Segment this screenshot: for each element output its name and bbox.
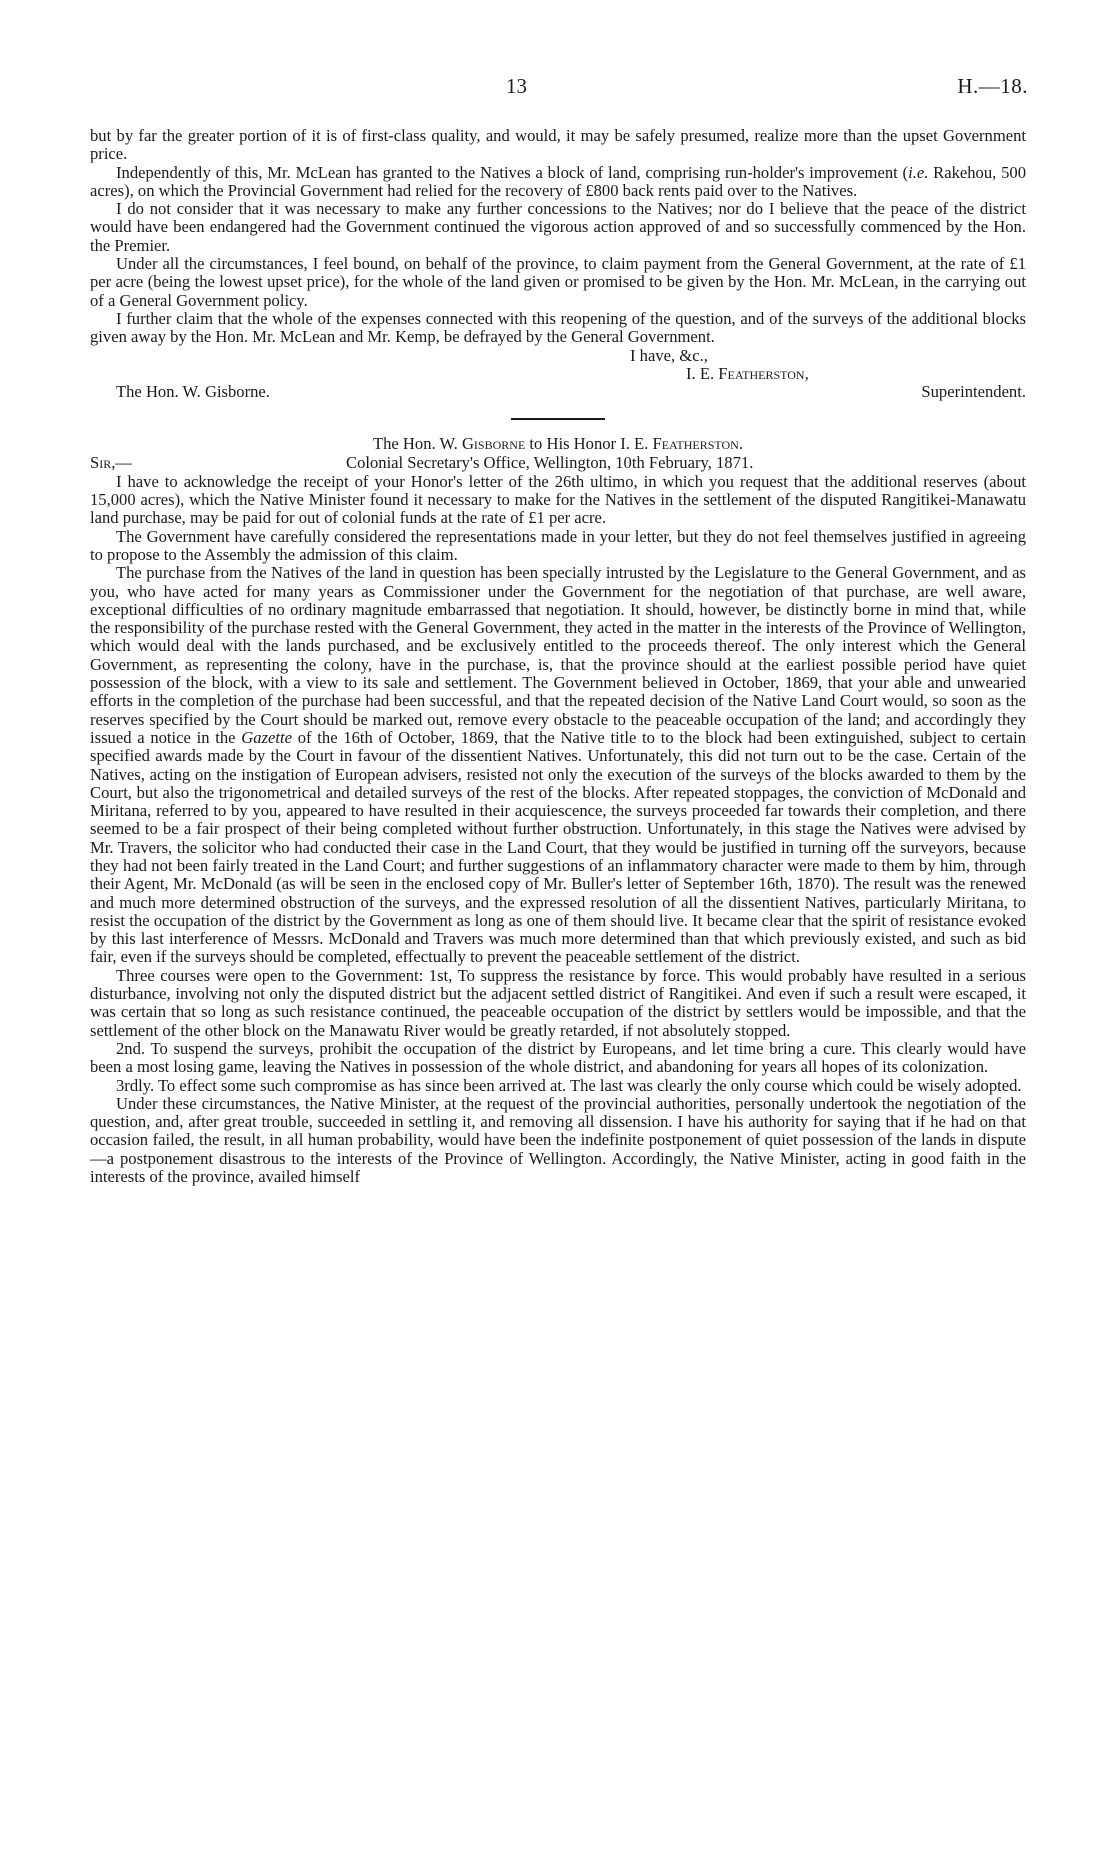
signer-line bbox=[90, 365, 1026, 383]
recipient-name: Featherston bbox=[652, 434, 739, 454]
italic-gazette: Gazette bbox=[241, 727, 292, 747]
text-run: The Hon. W. bbox=[372, 434, 462, 454]
addressee-line bbox=[90, 383, 1026, 401]
text-run: Rakehou, 500 acres), on which the Provincial Government had relied for the recovery of £800 back rents paid over to the Natives. bbox=[90, 162, 1027, 200]
letter2-paragraph-1: I have to acknowledge the receipt of your Honor's letter of the 26th ultimo, in which you request that the additional reserves (about 15,000 acres), which the Native Minister found it necessary to make for the Natives in the settlement of the disputed Rangitikei-Manawatu land purchase, may be paid for out of colonial funds at the rate of £1 per acre. bbox=[90, 471, 1026, 528]
letter2-paragraph-6: 3rdly. To effect some such compromise as has since been arrived at. The last was clearly the only course which could be wisely adopted. bbox=[116, 1075, 1022, 1095]
signer-title: Superintendent. bbox=[921, 382, 1026, 402]
salutation: Sir,— bbox=[90, 452, 132, 472]
letter1-paragraph-4: Under all the circumstances, I feel bound, on behalf of the province, to claim payment from the General Government, at the rate of £1 per acre (being the lowest upset price), for the whole of the land given or promised to be given by the Hon. Mr. McLean, in the carrying out of a General Government policy. bbox=[90, 254, 1026, 310]
text-run: to His Honor I. E. bbox=[525, 434, 653, 454]
text-run: . bbox=[738, 434, 744, 454]
addressee: The Hon. W. Gisborne. bbox=[116, 382, 270, 402]
letter1-paragraph-2 bbox=[90, 164, 1026, 201]
letter2-paragraph-3 bbox=[90, 564, 1026, 967]
page-number: 13 bbox=[506, 74, 527, 98]
text-run: The purchase from the Natives of the land in question has been specially intrusted by the Legislature to the General Government, and as you, who have acted for many years as Commissioner under the Government for the negotiation of that purchase, are well aware, exceptional difficulties of no ordinary magnitude embarrassed that negotiation. It should, however, be distinctly borne in mind that, while the responsibility of the purchase rested with the General Government, they acted in the matter in the interests of the Province of Wellington, which would deal with the lands purchased, and be exclusively entitled to the proceeds thereof. The only interest which the General Government, as representing the colony, have in the purchase, is, that the province should at the earliest possible period have quiet possession of the block, with a view to its sale and settlement. The Government believed in October, 1869, that your able and unwearied efforts in the completion of the purchase had been successful, and that the repeated decision of the Native Land Court would, so soon as the reserves specified by the Court should be marked out, remove every obstacle to the peaceable occupation of the land; and accordingly they issued a notice in the bbox=[90, 563, 1026, 747]
letter2-paragraph-7: Under these circumstances, the Native Minister, at the request of the provincial authorities, personally undertook the negotiation of the question, and, after great trouble, succeeded in settling it, and removing all dissension. I have his authority for saying that if he had on that occasion failed, the result, in all human probability, would have been the indefinite postponement of quiet possession of the lands in dispute—a postponement disastrous to the interests of the Province of Wellington. Accordingly, the Native Minister, acting in good faith in the interests of the province, availed himself bbox=[90, 1093, 1026, 1187]
signer-name: I. E. Featherston, bbox=[686, 363, 809, 383]
letter2-paragraph-4: Three courses were open to the Government: 1st, To suppress the resistance by force. This would probably have resulted in a serious disturbance, involving not only the disputed district but the adjacent settled district of Rangitikei. And even if such a result were escaped, it was certain that so long as such resistance continued, the peaceable occupation of the district by settlers would be impossible, and that the settlement of the other block on the Manawatu River would be greatly retarded, if not absolutely stopped. bbox=[90, 965, 1026, 1040]
page-body bbox=[90, 127, 1026, 1186]
closing-line bbox=[90, 347, 1026, 365]
section-divider bbox=[511, 418, 605, 420]
sender-name: Gisborne bbox=[461, 434, 526, 454]
place-date: Colonial Secretary's Office, Wellington, 10th February, 1871. bbox=[346, 452, 754, 472]
letter2-paragraph-2: The Government have carefully considered the representations made in your letter, but they do not feel themselves justified in agreeing to propose to the Assembly the admission of this claim. bbox=[90, 526, 1026, 564]
letter1-paragraph-5: I further claim that the whole of the expenses connected with this reopening of the question, and of the surveys of the additional blocks given away by the Hon. Mr. McLean and Mr. Kemp, be defrayed by the General Government. bbox=[90, 308, 1026, 347]
closing-formula: I have, &c., bbox=[630, 345, 708, 365]
italic-ie: i.e. bbox=[908, 162, 929, 182]
letter1-paragraph-3: I do not consider that it was necessary to make any further concessions to the Natives; nor do I believe that the peace of the district would have been endangered had the Government continued the vigorous action approved of and so successfully commenced by the Hon. the Premier. bbox=[90, 199, 1026, 255]
letter1-paragraph-continued: but by far the greater portion of it is of first-class quality, and would, it may be safely presumed, realize more than the upset Government price. bbox=[90, 126, 1026, 164]
document-reference: H.—18. bbox=[957, 74, 1028, 98]
salutation-line bbox=[90, 454, 1026, 473]
letter2-heading bbox=[90, 435, 1026, 453]
page-header bbox=[0, 74, 1114, 104]
letter2-paragraph-5: 2nd. To suspend the surveys, prohibit the occupation of the district by Europeans, and let time bring a cure. This clearly would have been a most losing game, leaving the Natives in possession of the whole district, and abandoning for years all hopes of its colonization. bbox=[90, 1038, 1026, 1077]
text-run: Independently of this, Mr. McLean has granted to the Natives a block of land, comprising run-holder's improvement ( bbox=[116, 162, 909, 182]
text-run: of the 16th of October, 1869, that the Native title to to the block had been extinguished, subject to certain specified awards made by the Court in favour of the dissentient Natives. Unfortunately, this did not turn out to be the case. Certain of the Natives, acting on the instigation of European advisers, resisted not only the execution of the surveys of the blocks awarded to them by the Court, but also the trigonometrical and detailed surveys of the rest of the blocks. After repeated stoppages, the conviction of McDonald and Miritana, referred to by you, appeared to have resulted in their acquiescence, the surveys proceeded far towards their completion, and there seemed to be a fair prospect of their being completed without further obstruction. Unfortunately, in this stage the Natives were advised by Mr. Travers, the solicitor who had conducted their case in the Land Court, that they would be justified in turning off the surveyors, because they had not been fairly treated in the Land Court; and further suggestions of an inflammatory character were made to them by him, through their Agent, Mr. McDonald (as will be seen in the enclosed copy of Mr. Buller's letter of September 16th, 1870). The result was the renewed and much more determined obstruction of the surveys, and the expressed resolution of all the dissentient Natives, particularly Miritana, to resist the occupation of the district by the Government as long as one of them should live. It became clear that the spirit of resistance evoked by this last interference of Messrs. McDonald and Travers was much more determined than that which previously existed, and such as bid fair, even if the surveys should be completed, effectually to prevent the peaceable settlement of the district. bbox=[90, 727, 1026, 967]
